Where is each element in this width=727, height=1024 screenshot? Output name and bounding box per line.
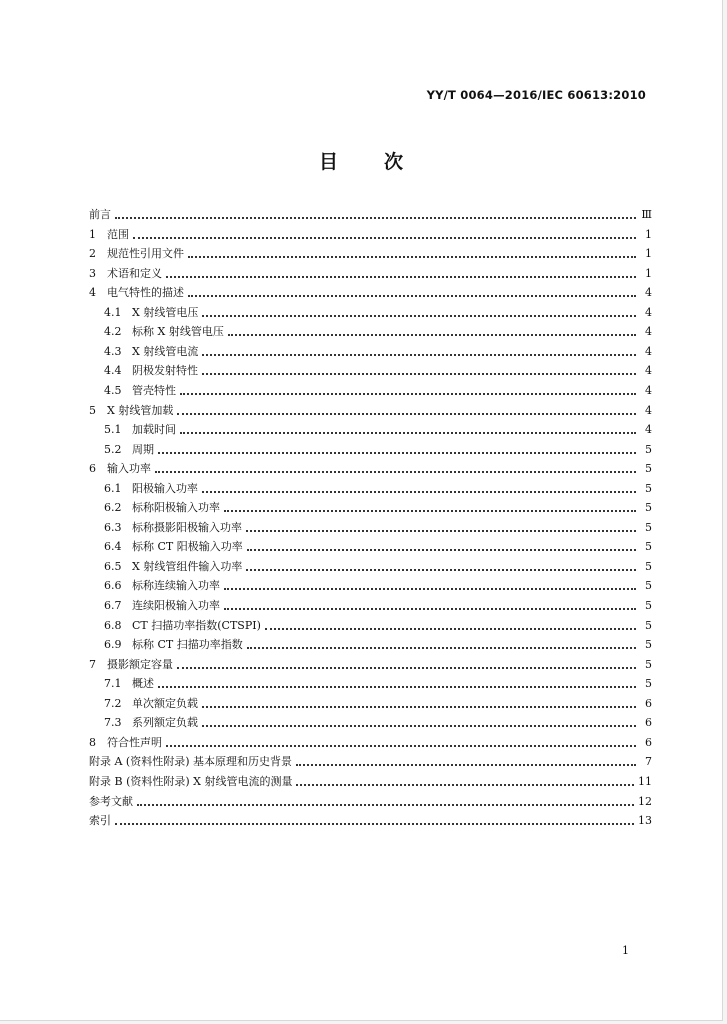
toc-dot-leader: [158, 674, 636, 688]
toc-entry[interactable]: [104, 712, 652, 730]
toc-entry-page: 5: [645, 657, 652, 671]
toc-entry-label: 符合性声明: [107, 735, 162, 749]
toc-entry-page: 5: [645, 677, 652, 691]
toc-dot-leader: [296, 752, 636, 766]
toc-dot-leader: [296, 772, 634, 786]
toc-entry-label: 索引: [89, 814, 111, 828]
toc-dot-leader: [246, 557, 636, 571]
toc-entry-label: 周期: [132, 442, 154, 456]
toc-entry-number: 5.1: [104, 423, 122, 437]
toc-entry-label: 概述: [132, 677, 154, 691]
toc-dot-leader: [228, 322, 636, 336]
toc-entry-label: 阴极发射特性: [132, 364, 198, 378]
toc-entry-page: 12: [638, 794, 652, 808]
toc-entry-page: 1: [645, 266, 652, 280]
toc-entry-page: 4: [645, 403, 652, 417]
toc-entry-number: 4.1: [104, 305, 122, 319]
toc-entry-label: 连续阳极输入功率: [132, 599, 220, 612]
toc-entry-number: 5.2: [104, 442, 122, 456]
toc-entry-page: 4: [645, 286, 652, 300]
toc-dot-leader: [180, 381, 636, 395]
toc-entry-number: 3: [89, 266, 96, 280]
toc-dot-leader: [224, 498, 636, 512]
toc-entry-page: 4: [645, 344, 652, 358]
toc-entry-page: 5: [645, 599, 652, 612]
toc-dot-leader: [247, 635, 636, 649]
page-number: 1: [622, 944, 629, 957]
toc-entry[interactable]: [89, 204, 652, 222]
toc-entry-number: 6.4: [104, 540, 122, 554]
toc-entry-page: 5: [645, 540, 652, 554]
toc-entry[interactable]: [104, 575, 652, 593]
toc-entry[interactable]: [89, 458, 652, 476]
toc-title: [0, 147, 722, 174]
toc-entry-number: 6.5: [104, 559, 122, 573]
toc-entry-page: 5: [645, 579, 652, 593]
toc-entry-number: 6.3: [104, 520, 122, 534]
toc-entry-page: 4: [645, 364, 652, 378]
toc-entry[interactable]: [104, 517, 652, 535]
toc-entry-number: 8: [89, 735, 96, 749]
toc-entry-number: 7: [89, 657, 96, 671]
toc-entry-number: 6.8: [104, 618, 122, 632]
toc-entry-number: 6.2: [104, 501, 122, 515]
toc-entry-number: 5: [89, 403, 96, 417]
toc-entry[interactable]: [104, 634, 652, 652]
toc-entry[interactable]: [104, 595, 652, 613]
toc-entry-label: 电气特性的描述: [107, 286, 184, 300]
toc-entry-page: 4: [645, 305, 652, 319]
toc-dot-leader: [246, 518, 636, 532]
toc-entry-number: 6: [89, 462, 96, 476]
toc-entry[interactable]: [104, 302, 652, 320]
toc-entry-label: 管壳特性: [132, 383, 176, 397]
toc-entry-label: 加载时间: [132, 423, 176, 437]
toc-dot-leader: [224, 596, 636, 610]
toc-entry[interactable]: [104, 556, 652, 574]
toc-entry-number: 6.9: [104, 638, 122, 652]
toc-dot-leader: [166, 733, 636, 747]
toc-entry[interactable]: [104, 360, 652, 378]
toc-dot-leader: [137, 792, 634, 806]
toc-entry-number: 6.7: [104, 599, 122, 612]
toc-dot-leader: [202, 479, 636, 493]
toc-entry-number: 1: [89, 227, 96, 241]
toc-dot-leader: [265, 616, 636, 630]
toc-entry-number: 4: [89, 286, 96, 300]
toc-entry-label: 标称连续输入功率: [132, 579, 220, 593]
toc-entry-number: 2: [89, 247, 96, 261]
toc-entry-page: 11: [638, 774, 652, 788]
toc-entry-page: 5: [645, 638, 652, 652]
toc-dot-leader: [166, 264, 636, 278]
toc-entry-number: 6.1: [104, 481, 122, 495]
toc-dot-leader: [188, 244, 636, 258]
toc-title-char-1: 目: [318, 151, 338, 173]
toc-dot-leader: [247, 537, 636, 551]
toc-entry-page: 5: [645, 559, 652, 573]
toc-entry[interactable]: [104, 673, 652, 691]
toc-entry-page: 5: [645, 520, 652, 534]
toc-dot-leader: [202, 713, 636, 727]
toc-dot-leader: [224, 576, 636, 590]
toc-entry[interactable]: [89, 771, 652, 789]
toc-dot-leader: [177, 655, 636, 669]
toc-entry-label: X 射线管电流: [132, 344, 199, 358]
toc-entry-page: 4: [645, 423, 652, 437]
toc-entry[interactable]: [104, 321, 652, 339]
toc-entry-label: 单次额定负载: [132, 696, 198, 710]
toc-entry-label: 摄影额定容量: [107, 657, 173, 671]
toc-entry[interactable]: [104, 497, 652, 515]
toc-entry-label: 附录 A (资料性附录) 基本原理和历史背景: [89, 755, 293, 769]
toc-entry-label: 范围: [107, 227, 129, 241]
toc-dot-leader: [115, 205, 636, 219]
toc-entry-page: Ⅲ: [641, 208, 652, 221]
toc-entry[interactable]: [104, 536, 652, 554]
toc-dot-leader: [188, 283, 636, 297]
toc-entry-page: 7: [645, 755, 652, 769]
toc-dot-leader: [202, 694, 636, 708]
toc-entry[interactable]: [89, 243, 652, 261]
toc-entry-number: 6.6: [104, 579, 122, 593]
toc-entry-label: 术语和定义: [107, 266, 162, 280]
toc-dot-leader: [180, 420, 636, 434]
toc-entry[interactable]: [89, 224, 652, 242]
standard-code: YY/T 0064—2016/IEC 60613:2010: [426, 88, 646, 102]
toc-dot-leader: [155, 459, 636, 473]
toc-dot-leader: [115, 811, 634, 825]
toc-entry-page: 4: [645, 383, 652, 397]
toc-entry-label: 标称阳极输入功率: [132, 501, 220, 515]
toc-entry-page: 13: [638, 814, 652, 828]
toc-entry-number: 7.2: [104, 696, 122, 710]
toc-entry[interactable]: [89, 400, 652, 418]
toc-entry-page: 5: [645, 618, 652, 632]
toc-entry-number: 7.3: [104, 716, 122, 730]
toc-entry-page: 6: [645, 716, 652, 730]
toc-entry-label: 附录 B (资料性附录) X 射线管电流的测量: [89, 774, 293, 788]
toc-entry-page: 1: [645, 227, 652, 241]
toc-entry-label: 参考文献: [89, 794, 133, 808]
toc-dot-leader: [177, 401, 636, 415]
toc-entry-page: 1: [645, 247, 652, 261]
toc-entry-number: 7.1: [104, 677, 122, 691]
toc-dot-leader: [202, 303, 636, 317]
toc-entry[interactable]: [89, 810, 652, 828]
toc-entry-number: 4.2: [104, 325, 122, 339]
toc-entry-label: CT 扫描功率指数(CTSPI): [132, 618, 261, 632]
toc-entry[interactable]: [104, 478, 652, 496]
toc-entry-page: 6: [645, 735, 652, 749]
toc-entry-number: 4.3: [104, 344, 122, 358]
toc-entry-page: 6: [645, 696, 652, 710]
toc-entry-page: 5: [645, 462, 652, 476]
toc-entry-label: 输入功率: [107, 462, 151, 476]
toc-dot-leader: [202, 342, 636, 356]
toc-entry-label: 标称 X 射线管电压: [132, 325, 224, 339]
toc-entry-page: 5: [645, 501, 652, 515]
toc-entry[interactable]: [104, 615, 652, 633]
toc-entry[interactable]: [104, 693, 652, 711]
toc-entry-label: 标称 CT 阳极输入功率: [132, 540, 243, 554]
toc-entry-number: 4.5: [104, 383, 122, 397]
toc-entry-label: 系列额定负载: [132, 716, 198, 730]
toc-entry-label: 阳极输入功率: [132, 481, 198, 495]
toc-entry-label: 标称 CT 扫描功率指数: [132, 638, 243, 652]
toc-entry-page: 5: [645, 442, 652, 456]
toc-entry[interactable]: [104, 380, 652, 398]
toc-entry[interactable]: [89, 654, 652, 672]
toc-entry[interactable]: [89, 791, 652, 809]
toc-entry-number: 4.4: [104, 364, 122, 378]
toc-entry-label: 前言: [89, 208, 111, 221]
toc-entry[interactable]: [89, 263, 652, 281]
toc-entry-page: 5: [645, 481, 652, 495]
toc-title-char-2: 次: [384, 151, 404, 173]
toc-entry[interactable]: [104, 439, 652, 457]
toc-entry[interactable]: [104, 419, 652, 437]
toc-dot-leader: [133, 225, 636, 239]
toc-entry-label: 规范性引用文件: [107, 247, 184, 261]
toc-entry-label: X 射线管电压: [132, 305, 199, 319]
toc-entry-label: X 射线管加载: [107, 403, 174, 417]
toc-entry[interactable]: [89, 282, 652, 300]
toc-entry-page: 4: [645, 325, 652, 339]
toc-entry-label: X 射线管组件输入功率: [132, 559, 243, 573]
toc-entry[interactable]: [104, 341, 652, 359]
toc-entry[interactable]: [89, 732, 652, 750]
toc-entry-label: 标称摄影阳极输入功率: [132, 520, 242, 534]
toc-dot-leader: [158, 440, 636, 454]
toc-dot-leader: [202, 361, 636, 375]
toc-entry[interactable]: [89, 751, 652, 769]
